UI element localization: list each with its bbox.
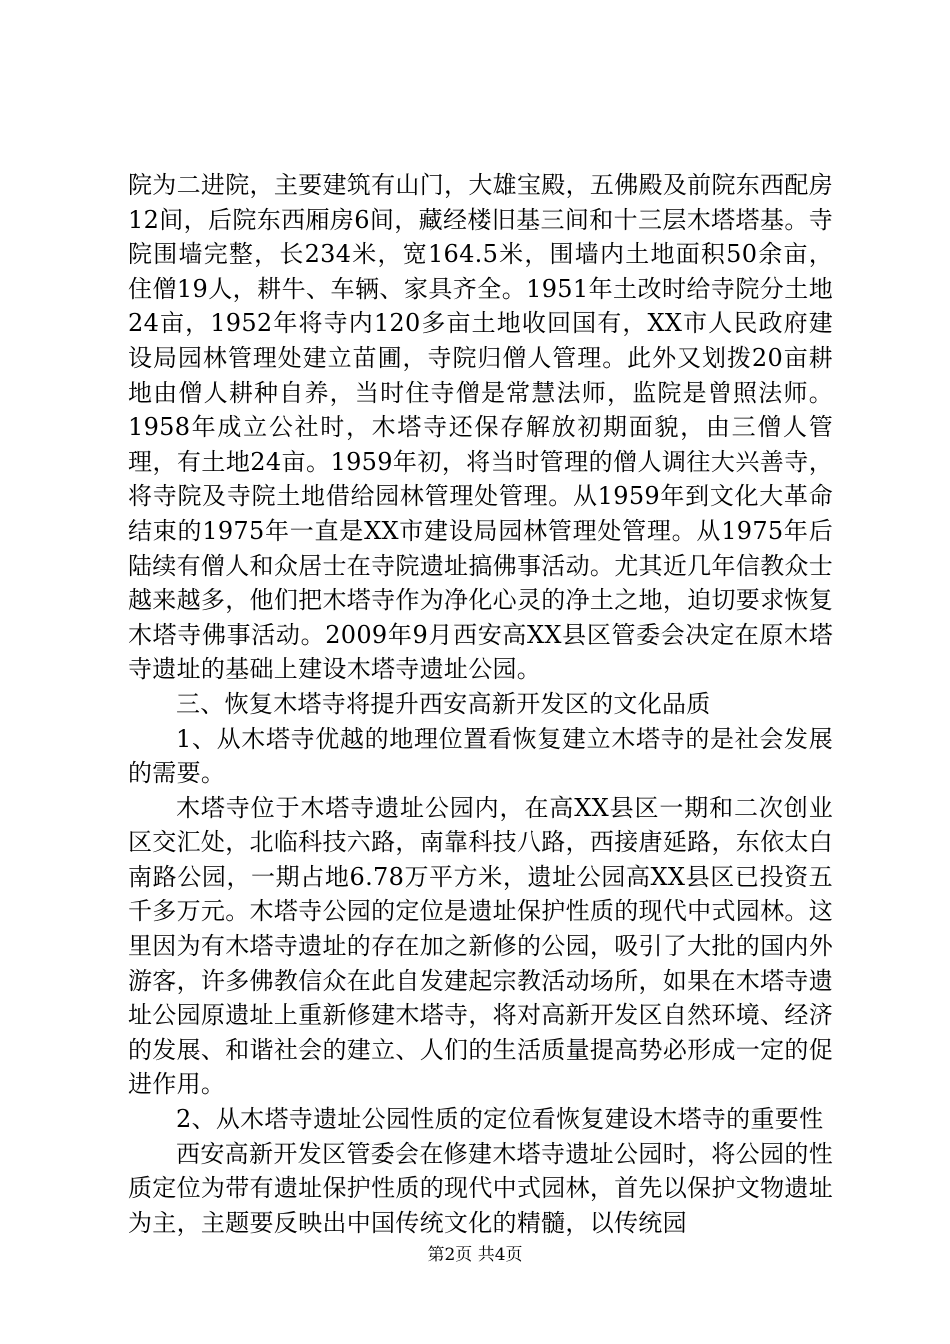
section-heading-3: 三、恢复木塔寺将提升西安高新开发区的文化品质 [176, 689, 711, 718]
subheading-1: 1、从木塔寺优越的地理位置看恢复建立木塔寺的是社会发展的需要。 [128, 724, 833, 788]
paragraph-park: 西安高新开发区管委会在修建木塔寺遗址公园时，将公园的性质定位为带有遗址保护性质的现代中式园林，首先以保护文物遗址为主，主题要反映出中国传统文化的精髓，以传统园 [128, 1139, 833, 1237]
paragraph-history: 院为二进院，主要建筑有山门，大雄宝殿，五佛殿及前院东西配房12间，后院东西厢房6间，藏经楼旧基三间和十三层木塔塔基。寺院围墙完整，长234米，宽164.5米，围墙内土地面积50余亩，住僧19人，耕牛、车辆、家具齐全。1951年土改时给寺院分土地24亩，1952年将寺内120多亩土地收回国有，XX市人民政府建设局园林管理处建立苗圃，寺院归僧人管理。此外又划拨20亩耕地由僧人耕种自养，当时住寺僧是常慧法师，监院是曾照法师。1958年成立公社时，木塔寺还保存解放初期面貌，由三僧人管理，有土地24亩。1959年初，将当时管理的僧人调往大兴善寺，将寺院及寺院土地借给园林管理处管理。从1959年到文化大革命结束的1975年一直是XX市建设局园林管理处管理。从1975年后陆续有僧人和众居士在寺院遗址搞佛事活动。尤其近几年信教众士越来越多，他们把木塔寺作为净化心灵的净土之地，迫切要求恢复木塔寺佛事活动。2009年9月西安高XX县区管委会决定在原木塔寺遗址的基础上建设木塔寺遗址公园。 [128, 171, 833, 684]
paragraph-location: 木塔寺位于木塔寺遗址公园内，在高XX县区一期和二次创业区交汇处，北临科技六路，南靠科技八路，西接唐延路，东依太白南路公园，一期占地6.78万平方米，遗址公园高XX县区已投资五千多万元。木塔寺公园的定位是遗址保护性质的现代中式园林。这里因为有木塔寺遗址的存在加之新修的公园，吸引了大批的国内外游客，许多佛教信众在此自发建起宗教活动场所，如果在木塔寺遗址公园原遗址上重新修建木塔寺，将对高新开发区自然环境、经济的发展、和谐社会的建立、人们的生活质量提高势必形成一定的促进作用。 [128, 793, 833, 1099]
page-number-footer: 第2页 共4页 [427, 1245, 523, 1265]
subheading-2: 2、从木塔寺遗址公园性质的定位看恢复建设木塔寺的重要性 [176, 1105, 824, 1134]
body-text [128, 168, 833, 1240]
